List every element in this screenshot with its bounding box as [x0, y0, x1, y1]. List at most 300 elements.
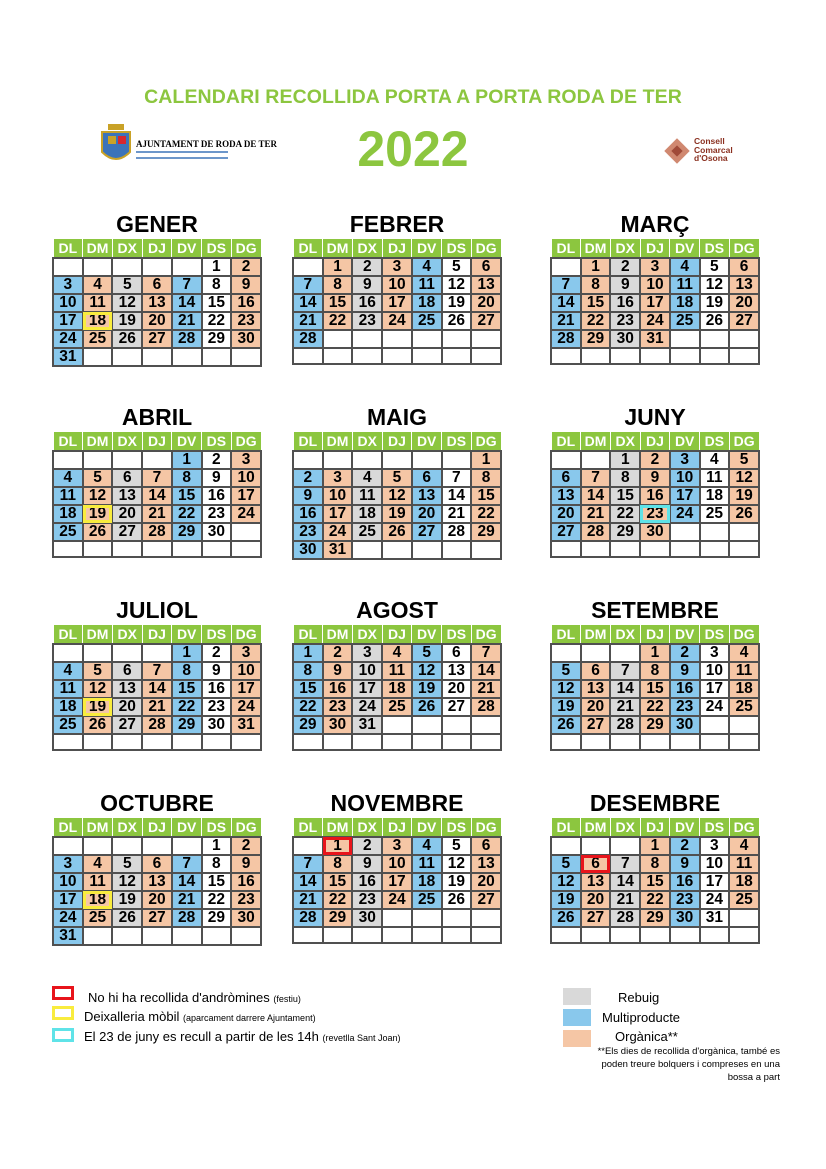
day-cell: 31: [323, 541, 353, 559]
day-cell: 26: [729, 505, 759, 523]
weekday-header: DX: [112, 239, 142, 259]
day-cell: 10: [700, 855, 730, 873]
day-cell: 27: [729, 312, 759, 330]
consell-comarcal-logo: [662, 136, 742, 166]
day-cell: 9: [231, 276, 261, 294]
day-cell: 31: [352, 716, 382, 734]
weekday-header: DJ: [142, 432, 172, 452]
day-cell: 8: [323, 276, 353, 294]
day-cell: 1: [172, 451, 202, 469]
day-cell: 30: [610, 330, 640, 348]
day-cell: 12: [551, 680, 581, 698]
month-octubre: [52, 789, 262, 946]
empty-cell: [293, 927, 323, 943]
day-cell: 29: [610, 523, 640, 541]
day-cell: 30: [202, 716, 232, 734]
empty-cell: [83, 644, 113, 662]
empty-cell: [382, 927, 412, 943]
day-cell: 24: [323, 523, 353, 541]
day-cell: 27: [112, 523, 142, 541]
day-cell: 12: [442, 276, 472, 294]
empty-cell: [551, 927, 581, 943]
weekday-header: DS: [700, 625, 730, 645]
empty-cell: [670, 734, 700, 750]
empty-cell: [293, 348, 323, 364]
weekday-header: DV: [412, 239, 442, 259]
empty-cell: [670, 348, 700, 364]
empty-cell: [640, 734, 670, 750]
empty-cell: [442, 451, 472, 469]
day-cell: 9: [670, 662, 700, 680]
day-cell: 10: [231, 662, 261, 680]
day-cell: 1: [640, 644, 670, 662]
day-cell: 14: [610, 873, 640, 891]
weekday-header: DG: [729, 239, 759, 259]
empty-cell: [581, 644, 611, 662]
day-cell: 20: [442, 680, 472, 698]
day-cell: 4: [53, 662, 83, 680]
weekday-header: DG: [231, 432, 261, 452]
day-cell: 11: [670, 276, 700, 294]
empty-cell: [53, 541, 83, 557]
ajuntament-logo: [100, 122, 278, 170]
day-cell: 29: [172, 523, 202, 541]
day-cell: 14: [172, 294, 202, 312]
empty-cell: [352, 541, 382, 559]
day-cell: 16: [670, 680, 700, 698]
day-cell: 4: [670, 258, 700, 276]
empty-cell: [729, 523, 759, 541]
weekday-header: DV: [172, 432, 202, 452]
weekday-header: DX: [352, 625, 382, 645]
empty-cell: [581, 451, 611, 469]
day-cell: 19: [700, 294, 730, 312]
day-cell: 22: [471, 505, 501, 523]
empty-cell: [202, 348, 232, 366]
weekday-header: DV: [412, 625, 442, 645]
day-cell: 1: [172, 644, 202, 662]
day-cell: 17: [382, 873, 412, 891]
day-cell: 6: [581, 662, 611, 680]
day-cell: 2: [202, 451, 232, 469]
legend-cyan-box: [52, 1028, 74, 1042]
day-cell: 15: [581, 294, 611, 312]
weekday-header: DL: [293, 625, 323, 645]
day-cell: 8: [471, 469, 501, 487]
empty-cell: [112, 541, 142, 557]
day-cell: 14: [442, 487, 472, 505]
empty-cell: [729, 541, 759, 557]
day-cell: 20: [581, 698, 611, 716]
day-cell: 13: [112, 487, 142, 505]
day-cell: 21: [551, 312, 581, 330]
day-cell: 8: [202, 276, 232, 294]
day-cell: 19: [551, 891, 581, 909]
day-cell: 22: [323, 312, 353, 330]
day-cell: 29: [640, 909, 670, 927]
weekday-header: DJ: [640, 432, 670, 452]
day-cell: 2: [670, 837, 700, 855]
empty-cell: [382, 451, 412, 469]
day-cell: 3: [670, 451, 700, 469]
day-cell: 2: [352, 258, 382, 276]
day-cell: 3: [700, 644, 730, 662]
day-cell: 5: [700, 258, 730, 276]
day-cell: 18: [352, 505, 382, 523]
day-cell: 7: [442, 469, 472, 487]
day-cell: 9: [231, 855, 261, 873]
day-cell: 29: [640, 716, 670, 734]
empty-cell: [729, 734, 759, 750]
day-cell: 17: [53, 891, 83, 909]
empty-cell: [293, 258, 323, 276]
weekday-header: DG: [471, 239, 501, 259]
day-cell: 18: [53, 698, 83, 716]
empty-cell: [112, 734, 142, 750]
empty-cell: [442, 330, 472, 348]
day-cell: 17: [231, 487, 261, 505]
weekday-header: DX: [610, 432, 640, 452]
day-cell: 9: [323, 662, 353, 680]
day-cell: 21: [293, 312, 323, 330]
day-cell: 24: [352, 698, 382, 716]
day-cell: 14: [471, 662, 501, 680]
day-cell: 22: [640, 891, 670, 909]
day-cell: 24: [640, 312, 670, 330]
day-cell: 20: [112, 505, 142, 523]
day-cell: 18: [729, 873, 759, 891]
empty-cell: [471, 734, 501, 750]
day-cell: 7: [610, 662, 640, 680]
empty-cell: [382, 716, 412, 734]
empty-cell: [323, 927, 353, 943]
weekday-header: DV: [670, 432, 700, 452]
day-cell: 19: [83, 505, 113, 523]
weekday-header: DM: [83, 239, 113, 259]
day-cell: 4: [729, 837, 759, 855]
empty-cell: [112, 837, 142, 855]
day-cell: 19: [112, 312, 142, 330]
day-cell: 26: [112, 330, 142, 348]
day-cell: 2: [231, 837, 261, 855]
day-cell: 4: [83, 855, 113, 873]
weekday-header: DX: [352, 239, 382, 259]
day-cell: 13: [142, 873, 172, 891]
day-cell: 3: [231, 451, 261, 469]
day-cell: 15: [323, 294, 353, 312]
day-cell: 27: [581, 909, 611, 927]
day-cell: 16: [610, 294, 640, 312]
month-gener: [52, 210, 262, 367]
weekday-header: DV: [172, 239, 202, 259]
day-cell: 6: [142, 276, 172, 294]
empty-cell: [442, 541, 472, 559]
day-cell: 29: [293, 716, 323, 734]
day-cell: 26: [412, 698, 442, 716]
day-cell: 3: [700, 837, 730, 855]
month-name: JULIOL: [116, 597, 198, 623]
day-cell: 21: [142, 505, 172, 523]
empty-cell: [700, 927, 730, 943]
day-cell: 27: [142, 909, 172, 927]
day-cell: 28: [293, 330, 323, 348]
day-cell: 25: [729, 698, 759, 716]
day-cell: 5: [83, 662, 113, 680]
day-cell: 23: [293, 523, 323, 541]
day-cell: 4: [729, 644, 759, 662]
empty-cell: [202, 734, 232, 750]
month-febrer: [292, 210, 502, 365]
day-cell: 3: [382, 258, 412, 276]
day-cell: 9: [293, 487, 323, 505]
day-cell: 22: [172, 505, 202, 523]
empty-cell: [172, 734, 202, 750]
day-cell: 16: [202, 680, 232, 698]
day-cell: 28: [610, 716, 640, 734]
day-cell: 20: [729, 294, 759, 312]
day-cell: 24: [670, 505, 700, 523]
weekday-header: DL: [293, 239, 323, 259]
empty-cell: [142, 734, 172, 750]
empty-cell: [352, 348, 382, 364]
day-cell: 11: [352, 487, 382, 505]
day-cell: 6: [112, 662, 142, 680]
weekday-header: DG: [729, 625, 759, 645]
day-cell: 21: [610, 698, 640, 716]
empty-cell: [352, 451, 382, 469]
day-cell: 27: [551, 523, 581, 541]
day-cell: 21: [142, 698, 172, 716]
day-cell: 14: [172, 873, 202, 891]
day-cell: 30: [352, 909, 382, 927]
weekday-header: DM: [581, 625, 611, 645]
day-cell: 28: [142, 523, 172, 541]
day-cell: 1: [293, 644, 323, 662]
day-cell: 13: [442, 662, 472, 680]
day-cell: 26: [112, 909, 142, 927]
day-cell: 19: [112, 891, 142, 909]
month-desembre: [550, 789, 760, 944]
weekday-header: DG: [231, 818, 261, 838]
day-cell: 12: [442, 855, 472, 873]
empty-cell: [142, 927, 172, 945]
empty-cell: [729, 909, 759, 927]
empty-cell: [442, 716, 472, 734]
day-cell: 2: [323, 644, 353, 662]
day-cell: 27: [581, 716, 611, 734]
day-cell: 4: [382, 644, 412, 662]
empty-cell: [412, 348, 442, 364]
day-cell: 23: [352, 312, 382, 330]
day-cell: 17: [323, 505, 353, 523]
day-cell: 26: [551, 716, 581, 734]
day-cell: 8: [172, 662, 202, 680]
day-cell: 16: [352, 294, 382, 312]
weekday-header: DL: [551, 818, 581, 838]
day-cell: 26: [382, 523, 412, 541]
day-cell: 29: [581, 330, 611, 348]
day-cell: 25: [352, 523, 382, 541]
empty-cell: [412, 927, 442, 943]
empty-cell: [610, 837, 640, 855]
empty-cell: [83, 927, 113, 945]
month-name: MARÇ: [620, 211, 690, 237]
empty-cell: [142, 258, 172, 276]
day-cell: 12: [700, 276, 730, 294]
empty-cell: [202, 927, 232, 945]
month-name: FEBRER: [349, 211, 445, 237]
day-cell: 24: [53, 330, 83, 348]
month-table: [292, 624, 502, 751]
weekday-header: DG: [471, 625, 501, 645]
empty-cell: [581, 927, 611, 943]
day-cell: 26: [83, 716, 113, 734]
month-agost: [292, 596, 502, 751]
empty-cell: [442, 909, 472, 927]
day-cell: 19: [442, 873, 472, 891]
day-cell: 7: [142, 469, 172, 487]
empty-cell: [112, 451, 142, 469]
day-cell: 10: [382, 276, 412, 294]
month-table: [52, 624, 262, 751]
day-cell: 25: [670, 312, 700, 330]
empty-cell: [471, 541, 501, 559]
day-cell: 29: [323, 909, 353, 927]
day-cell: 3: [53, 855, 83, 873]
weekday-header: DX: [112, 818, 142, 838]
day-cell: 28: [142, 716, 172, 734]
weekday-header: DM: [581, 239, 611, 259]
day-cell: 5: [112, 276, 142, 294]
day-cell: 9: [640, 469, 670, 487]
legend-yellow-box: [52, 1006, 74, 1020]
day-cell: 8: [640, 662, 670, 680]
day-cell: 31: [700, 909, 730, 927]
day-cell: 5: [112, 855, 142, 873]
empty-cell: [729, 927, 759, 943]
month-juny: [550, 403, 760, 558]
empty-cell: [172, 541, 202, 557]
day-cell: 27: [142, 330, 172, 348]
weekday-header: DS: [700, 239, 730, 259]
empty-cell: [412, 330, 442, 348]
day-cell: 25: [412, 312, 442, 330]
day-cell: 22: [293, 698, 323, 716]
day-cell: 30: [670, 909, 700, 927]
day-cell: 19: [412, 680, 442, 698]
day-cell: 4: [53, 469, 83, 487]
day-cell: 21: [471, 680, 501, 698]
day-cell: 15: [172, 680, 202, 698]
day-cell: 3: [231, 644, 261, 662]
weekday-header: DS: [442, 625, 472, 645]
day-cell: 6: [581, 855, 611, 873]
legend-red-box: [52, 986, 74, 1000]
legend-rebuig-label: Rebuig: [618, 990, 660, 1005]
day-cell: 29: [172, 716, 202, 734]
weekday-header: DG: [231, 625, 261, 645]
month-table: [52, 431, 262, 558]
day-cell: 9: [610, 276, 640, 294]
empty-cell: [700, 330, 730, 348]
empty-cell: [471, 330, 501, 348]
day-cell: 24: [382, 312, 412, 330]
day-cell: 25: [700, 505, 730, 523]
day-cell: 24: [53, 909, 83, 927]
month-name: AGOST: [356, 597, 438, 623]
day-cell: 25: [83, 330, 113, 348]
day-cell: 6: [142, 855, 172, 873]
weekday-header: DM: [83, 625, 113, 645]
weekday-header: DS: [202, 818, 232, 838]
day-cell: 16: [231, 294, 261, 312]
weekday-header: DX: [610, 239, 640, 259]
day-cell: 1: [640, 837, 670, 855]
day-cell: 13: [551, 487, 581, 505]
day-cell: 17: [53, 312, 83, 330]
day-cell: 20: [412, 505, 442, 523]
day-cell: 19: [442, 294, 472, 312]
day-cell: 16: [640, 487, 670, 505]
day-cell: 6: [112, 469, 142, 487]
day-cell: 23: [670, 891, 700, 909]
day-cell: 6: [551, 469, 581, 487]
day-cell: 5: [551, 855, 581, 873]
day-cell: 22: [640, 698, 670, 716]
day-cell: 17: [352, 680, 382, 698]
weekday-header: DJ: [142, 239, 172, 259]
day-cell: 28: [442, 523, 472, 541]
day-cell: 17: [231, 680, 261, 698]
day-cell: 4: [352, 469, 382, 487]
empty-cell: [670, 330, 700, 348]
weekday-header: DX: [352, 818, 382, 838]
day-cell: 26: [442, 312, 472, 330]
day-cell: 15: [610, 487, 640, 505]
weekday-header: DS: [442, 239, 472, 259]
day-cell: 2: [231, 258, 261, 276]
day-cell: 7: [471, 644, 501, 662]
month-table: [292, 817, 502, 944]
empty-cell: [670, 927, 700, 943]
empty-cell: [551, 451, 581, 469]
day-cell: 25: [53, 716, 83, 734]
weekday-header: DL: [293, 818, 323, 838]
weekday-header: DX: [112, 625, 142, 645]
day-cell: 6: [412, 469, 442, 487]
day-cell: 15: [202, 873, 232, 891]
weekday-header: DX: [610, 625, 640, 645]
day-cell: 4: [83, 276, 113, 294]
weekday-header: DG: [729, 432, 759, 452]
day-cell: 24: [382, 891, 412, 909]
day-cell: 22: [581, 312, 611, 330]
day-cell: 27: [442, 698, 472, 716]
legend-red-label: No hi ha recollida d'andròmines: [88, 990, 270, 1005]
day-cell: 20: [142, 312, 172, 330]
day-cell: 11: [83, 873, 113, 891]
day-cell: 28: [172, 909, 202, 927]
weekday-header: DL: [53, 818, 83, 838]
day-cell: 22: [610, 505, 640, 523]
month-name: DESEMBRE: [589, 790, 721, 816]
empty-cell: [442, 734, 472, 750]
month-name: SETEMBRE: [591, 597, 719, 623]
legend-cyan-label: El 23 de juny es recull a partir de les 14h: [84, 1029, 319, 1044]
empty-cell: [352, 330, 382, 348]
day-cell: 17: [670, 487, 700, 505]
day-cell: 15: [640, 873, 670, 891]
